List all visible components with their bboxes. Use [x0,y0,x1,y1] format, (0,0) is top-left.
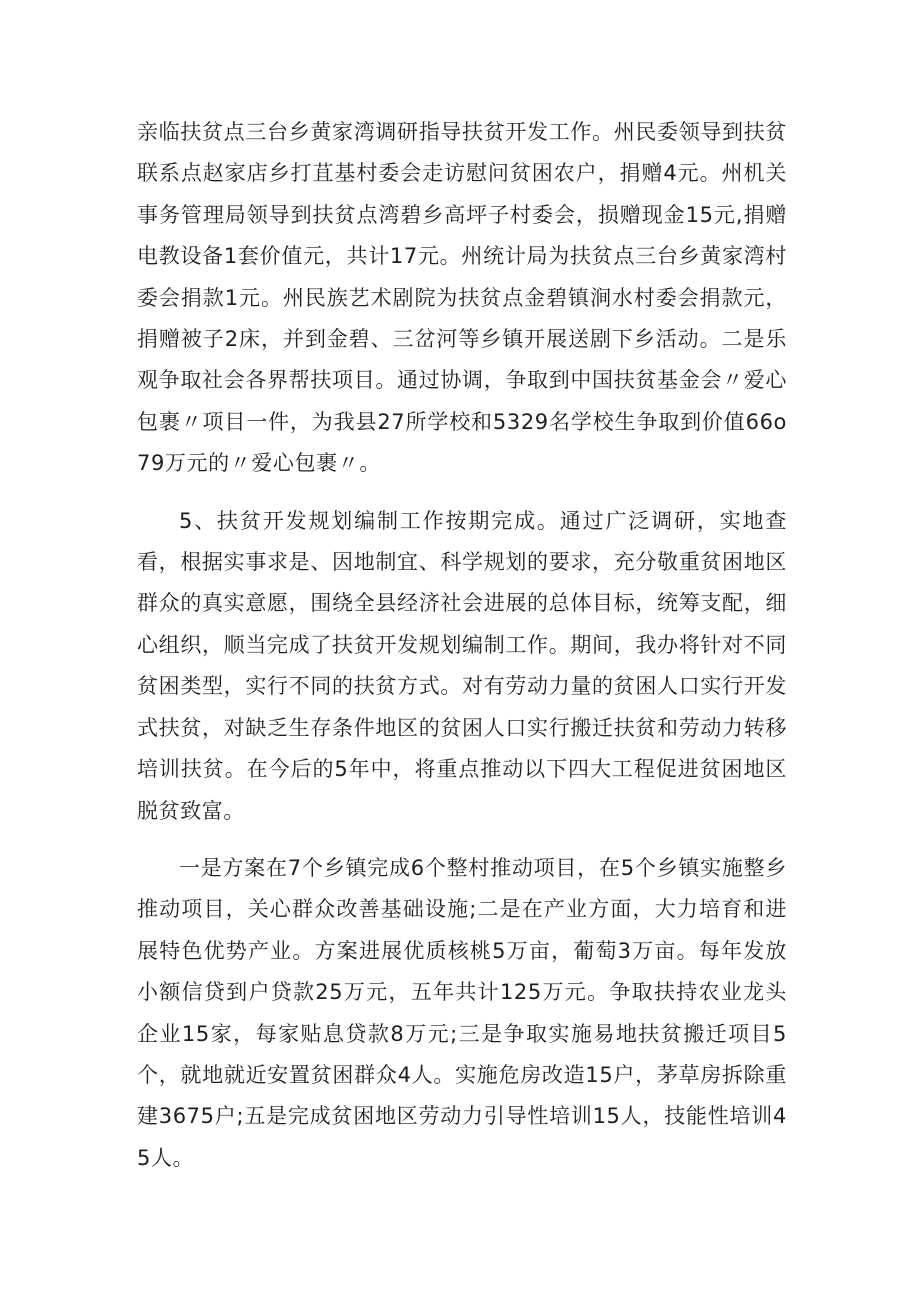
paragraph-projects: 一是方案在7个乡镇完成6个整村推动项目，在5个乡镇实施整乡推动项目，关心群众改善基础设施;二是在产业方面，大力培育和进展特色优势产业。方案进展优质核桃5万亩，葡萄3万亩。每年发放小额信贷到户贷款25万元，五年共计125万元。争取扶持农业龙头企业15家，每家贴息贷款8万元;三是争取实施易地扶贫搬迁项目5个，就地就近安置贫困群众4人。实施危房改造15户，茅草房拆除重建3675户;五是完成贫困地区劳动力引导性培训15人，技能性培训45人。 [137,855,787,1170]
paragraph-planning: 5、扶贫开发规划编制工作按期完成。通过广泛调研，实地查看，根据实事求是、因地制宜、科学规划的要求，充分敬重贫困地区群众的真实意愿，围绕全县经济社会进展的总体目标，统筹支配，细心组织，顺当完成了扶贫开发规划编制工作。期间，我办将针对不同贫困类型，实行不同的扶贫方式。对有劳动力量的贫困人口实行开发式扶贫，对缺乏生存条件地区的贫困人口实行搬迁扶贫和劳动力转移培训扶贫。在今后的5年中，将重点推动以下四大工程促进贫困地区脱贫致富。 [137,508,787,823]
document-page [137,112,787,1179]
paragraph-donations: 亲临扶贫点三台乡黄家湾调研指导扶贫开发工作。州民委领导到扶贫联系点赵家店乡打苴基村委会走访慰问贫困农户，捐赠4元。州机关事务管理局领导到扶贫点湾碧乡高坪子村委会，损赠现金15元,捐赠电教设备1套价值元，共计17元。州统计局为扶贫点三台乡黄家湾村委会捐款1元。州民族艺术剧院为扶贫点金碧镇涧水村委会捐款元，捐赠被子2床，并到金碧、三岔河等乡镇开展送剧下乡活动。二是乐观争取社会各界帮扶项目。通过协调，争取到中国扶贫基金会〃爱心包裹〃项目一件，为我县27所学校和5329名学校生争取到价值66o79万元的〃爱心包裹〃。 [137,120,787,476]
